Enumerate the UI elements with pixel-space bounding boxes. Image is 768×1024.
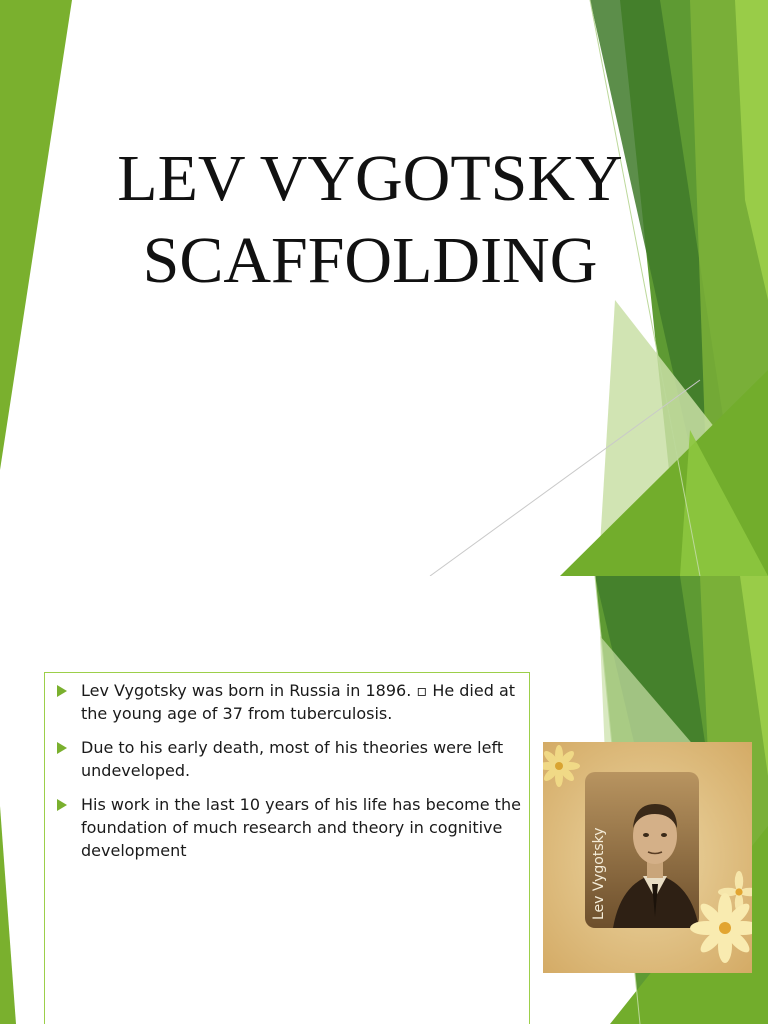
bullet-text: His work in the last 10 years of his life has become the foundation of much research and theory in cognitive development — [81, 795, 521, 860]
list-item — [55, 736, 521, 782]
vygotsky-portrait — [543, 742, 752, 973]
bullet-text: Lev Vygotsky was born in Russia in 1896. ▫ He died at the young age of 37 from tuberculosis. — [81, 681, 516, 723]
portrait-illustration — [543, 742, 752, 973]
triangle-right-bullet-icon — [57, 799, 67, 811]
list-item — [55, 679, 521, 725]
content-slide — [0, 576, 768, 1024]
photo-caption: Lev Vygotsky — [591, 827, 607, 920]
list-item — [55, 793, 521, 862]
title-line-1: LEV VYGOTSKY — [117, 142, 623, 215]
slide-title — [60, 138, 680, 302]
left-green-sliver — [0, 806, 16, 1024]
triangle-right-bullet-icon — [57, 742, 67, 754]
content-text-box — [44, 672, 530, 1024]
title-line-2: SCAFFOLDING — [142, 224, 598, 297]
bullet-text: Due to his early death, most of his theories were left undeveloped. — [81, 738, 504, 780]
triangle-right-bullet-icon — [57, 685, 67, 697]
bullet-list — [45, 673, 529, 862]
